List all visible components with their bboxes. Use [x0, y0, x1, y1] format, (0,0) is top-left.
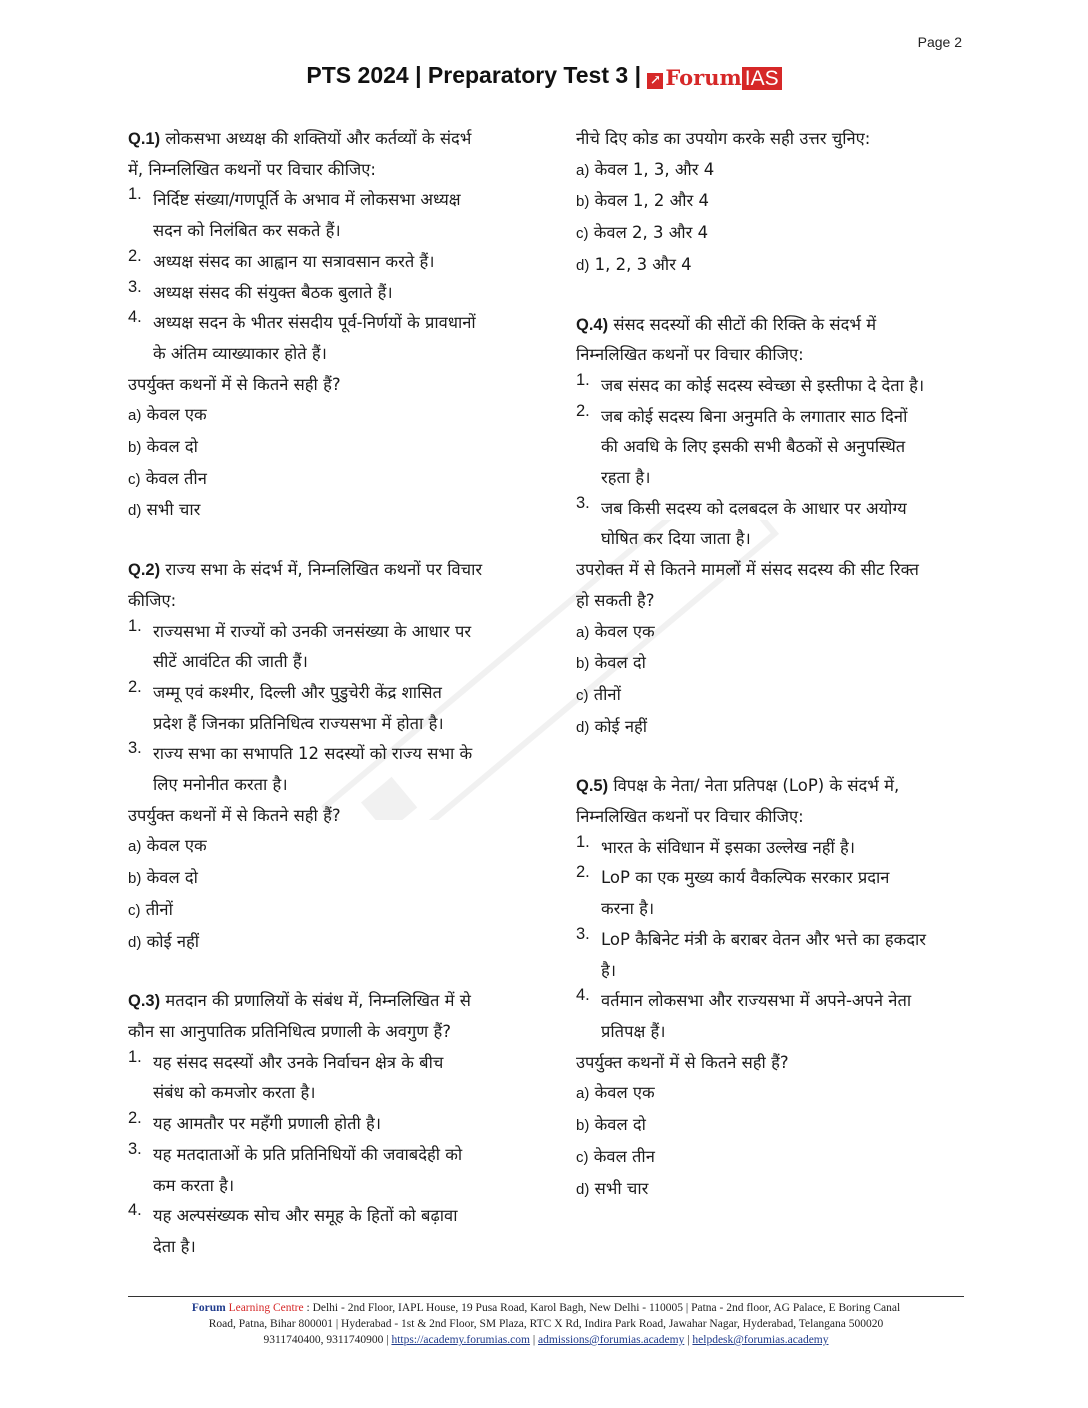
question-number: Q.4): [576, 315, 609, 334]
statement-item: 1. यह संसद सदस्यों और उनके निर्वाचन क्षेत्र के बीच संबंध को कमजोर करता है।: [128, 1047, 444, 1103]
statement-item: 2. अध्यक्ष संसद का आह्वान या सत्रावसान करते हैं।: [128, 246, 435, 271]
right-column: [576, 124, 964, 1233]
statement-item: 1. निर्दिष्ट संख्या/गणपूर्ति के अभाव में लोकसभा अध्यक्ष सदन को निलंबित कर सकते हैं।: [128, 185, 461, 241]
statement-item: 2. LoP का एक मुख्य कार्य वैकल्पिक सरकार प्रदान करना है।: [576, 863, 890, 919]
answer-option: d) कोई नहीं: [128, 931, 200, 951]
answer-option: d) कोई नहीं: [576, 716, 648, 736]
question-number: Q.5): [576, 777, 609, 796]
question-number: Q.1): [128, 130, 161, 148]
question-4: [576, 310, 964, 744]
forumias-logo: ↗ Forum IAS: [647, 65, 781, 91]
answer-option: d) सभी चार: [128, 500, 201, 520]
question-prompt: हो सकती है?: [576, 590, 655, 610]
question-prompt: नीचे दिए कोड का उपयोग करके सही उत्तर चुनिए:: [576, 129, 871, 148]
admissions-email-link[interactable]: admissions@forumias.academy: [538, 1334, 685, 1346]
question-3: [128, 986, 516, 1262]
answer-option: c) तीनों: [128, 899, 173, 919]
question-prompt: उपर्युक्त कथनों में से कितने सही हैं?: [576, 1052, 789, 1072]
answer-option: c) केवल 2, 3 और 4: [576, 223, 709, 243]
question-stem: कौन सा आनुपातिक प्रतिनिधित्व प्रणाली के अवगुण हैं?: [128, 1021, 451, 1041]
question-3-continued: [576, 124, 964, 282]
answer-option: a) केवल एक: [576, 1083, 655, 1103]
statement-item: 1. भारत के संविधान में इसका उल्लेख नहीं है।: [576, 832, 856, 857]
question-stem: राज्य सभा के संदर्भ में, निम्नलिखित कथनों पर विचार: [165, 560, 483, 580]
statement-item: 1. जब संसद का कोई सदस्य स्वेच्छा से इस्तीफा दे देता है।: [576, 370, 925, 395]
question-stem: निम्नलिखित कथनों पर विचार कीजिए:: [576, 807, 804, 827]
statement-item: 4. यह अल्पसंख्यक सोच और समूह के हितों को बढ़ावा देता है।: [128, 1201, 458, 1256]
question-prompt: उपर्युक्त कथनों में से कितने सही हैं?: [128, 805, 341, 825]
question-prompt: उपर्युक्त कथनों में से कितने सही हैं?: [128, 374, 341, 394]
statement-item: 3. जब किसी सदस्य को दलबदल के आधार पर अयोग्य घोषित कर दिया जाता है।: [576, 493, 907, 549]
page-title: [0, 62, 1088, 91]
statement-item: 2. यह आमतौर पर महँगी प्रणाली होती है।: [128, 1109, 382, 1134]
question-2: [128, 555, 516, 958]
answer-option: b) केवल दो: [576, 1115, 646, 1135]
answer-option: a) केवल एक: [128, 405, 207, 425]
answer-option: b) केवल दो: [128, 868, 198, 888]
question-1: [128, 124, 516, 527]
statement-item: 3. अध्यक्ष संसद की संयुक्त बैठक बुलाते हैं।: [128, 277, 393, 302]
answer-option: b) केवल 1, 2 और 4: [576, 191, 709, 211]
answer-option: b) केवल दो: [128, 437, 198, 457]
question-stem: विपक्ष के नेता/ नेता प्रतिपक्ष (LoP) के संदर्भ में,: [613, 776, 900, 796]
answer-option: b) केवल दो: [576, 653, 646, 673]
question-stem: लोकसभा अध्यक्ष की शक्तियों और कर्तव्यों के संदर्भ: [165, 129, 472, 148]
footer-address-line-1: : Delhi - 2nd Floor, IAPL House, 19 Pusa Road, Karol Bagh, New Delhi - 110005 | Patna - 2nd floor, AG Palace, E Boring Canal: [306, 1302, 901, 1314]
answer-option: a) केवल एक: [576, 621, 655, 641]
answer-option: c) केवल तीन: [128, 468, 207, 488]
statement-item: 4. वर्तमान लोकसभा और राज्यसभा में अपने-अपने नेता प्रतिपक्ष हैं।: [576, 986, 912, 1041]
statement-item: 2. जब कोई सदस्य बिना अनुमति के लगातार साठ दिनों की अवधि के लिए इसकी सभी बैठकों से अनुपस्थित रहता है।: [576, 401, 908, 488]
statement-item: 3. यह मतदाताओं के प्रति प्रतिनिधियों की जवाबदेही को कम करता है।: [128, 1139, 463, 1195]
statement-item: 3. LoP कैबिनेट मंत्री के बराबर वेतन और भत्ते का हकदार है।: [576, 924, 927, 980]
question-stem: संसद सदस्यों की सीटों की रिक्ति के संदर्भ में: [613, 314, 877, 334]
question-stem: निम्नलिखित कथनों पर विचार कीजिए:: [576, 345, 804, 365]
answer-option: c) केवल तीन: [576, 1146, 655, 1166]
statement-item: 2. जम्मू एवं कश्मीर, दिल्ली और पुडुचेरी केंद्र शासित प्रदेश हैं जिनका प्रतिनिधित्व राज्यसभा में होता है।: [128, 677, 444, 733]
helpdesk-email-link[interactable]: helpdesk@forumias.academy: [692, 1334, 829, 1346]
website-link[interactable]: https://academy.forumias.com: [391, 1334, 530, 1346]
question-stem: कीजिए:: [128, 590, 177, 610]
question-number: Q.3): [128, 992, 161, 1011]
question-number: Q.2): [128, 561, 161, 580]
title-text: PTS 2024 | Preparatory Test 3 |: [306, 62, 642, 88]
statement-item: 3. राज्य सभा का सभापति 12 सदस्यों को राज्य सभा के लिए मनोनीत करता है।: [128, 739, 473, 795]
question-stem: मतदान की प्रणालियों के संबंध में, निम्नलिखित में से: [165, 991, 471, 1011]
answer-option: c) तीनों: [576, 684, 621, 704]
page-number: Page 2: [917, 34, 962, 50]
question-prompt: उपरोक्त में से कितने मामलों में संसद सदस्य की सीट रिक्त: [576, 560, 919, 580]
question-5: [576, 771, 964, 1205]
left-column: [128, 124, 516, 1291]
statement-item: 1. राज्यसभा में राज्यों को उनकी जनसंख्या के आधार पर सीटें आवंटित की जाती हैं।: [128, 616, 472, 672]
forumias-arrow-icon: ↗: [647, 73, 663, 89]
answer-option: a) केवल 1, 3, और 4: [576, 159, 715, 179]
page-footer: Forum Learning Centre : Delhi - 2nd Floor, IAPL House, 19 Pusa Road, Karol Bagh, New Delhi - 110005 | Patna - 2nd floor, AG Palace, E Boring Canal Road, Patna, Bihar 800001 | Hyderabad - 1st & 2nd Floor, SM Plaza, RTC X Rd, Indira Park Road, Jawahar Nagar, Hyderabad, Telangana 500020 9311740400, 9311740900 | https://academy.forumias.com | admissions@forumias.academy | helpdesk@forumias.academy: [128, 1296, 964, 1348]
question-stem: में, निम्नलिखित कथनों पर विचार कीजिए:: [128, 159, 376, 179]
answer-option: d) सभी चार: [576, 1178, 649, 1198]
statement-item: 4. अध्यक्ष सदन के भीतर संसदीय पूर्व-निर्णयों के प्रावधानों के अंतिम व्याख्याकार होते हैं।: [128, 308, 476, 363]
answer-option: d) 1, 2, 3 और 4: [576, 254, 692, 274]
answer-option: a) केवल एक: [128, 836, 207, 856]
footer-phones: 9311740400, 9311740900 |: [263, 1334, 389, 1346]
footer-address-line-2: Road, Patna, Bihar 800001 | Hyderabad - 1st & 2nd Floor, SM Plaza, RTC X Rd, Indira Park Road, Jawahar Nagar, Hyderabad, Telangana 500020: [208, 1318, 884, 1330]
footer-brand: Forum Learning Centre: [191, 1302, 304, 1314]
